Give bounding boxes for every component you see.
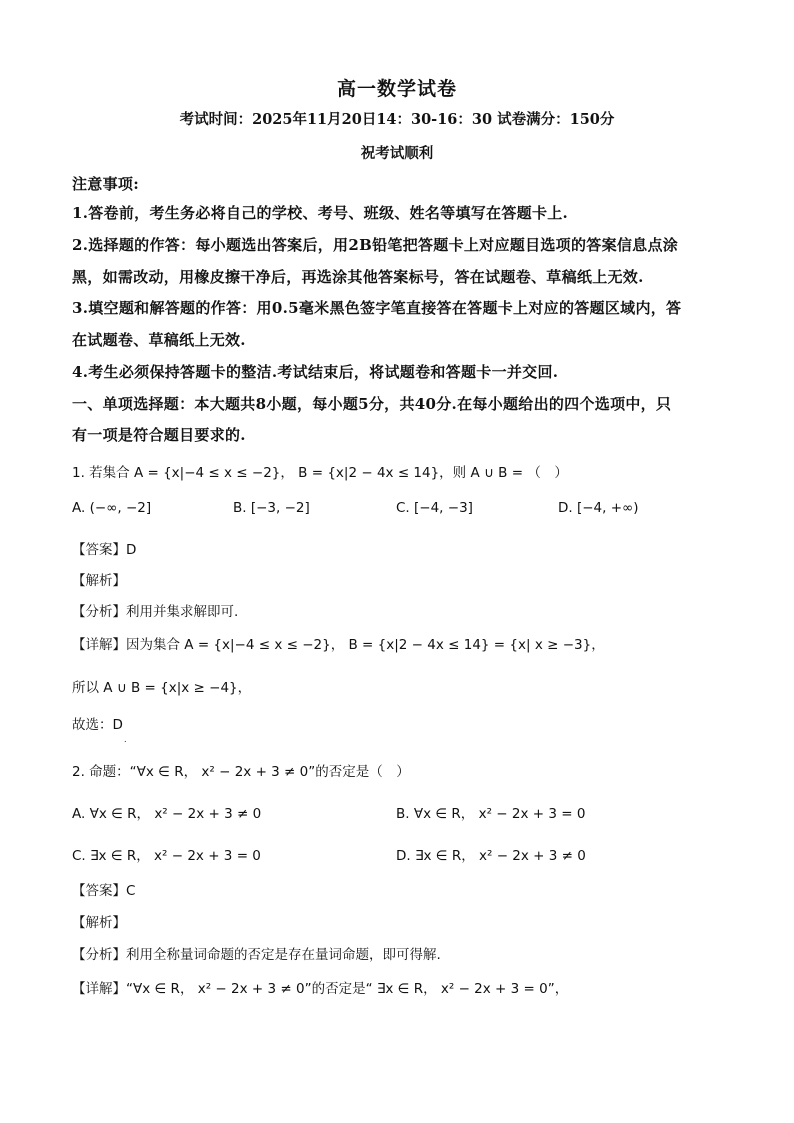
note-2-line-1: 2.选择题的作答：每小题选出答案后，用2B铅笔把答题卡上对应题目选项的答案信息点涂	[72, 236, 679, 254]
section-heading-line-1: 一、单项选择题：本大题共8小题，每小题5分，共40分.在每小题给出的四个选项中，只	[72, 395, 672, 413]
note-3-line-2: 在试题卷、草稿纸上无效.	[72, 331, 246, 349]
stray-dot: .	[124, 735, 127, 744]
question-1-conclusion: 所以 A ∪ B = {x|x ≥ −4}，	[72, 680, 252, 696]
question-2-fenxi: 【分析】利用全称量词命题的否定是存在量词命题，即可得解.	[72, 947, 441, 963]
note-2-line-2: 黑，如需改动，用橡皮擦干净后，再选涂其他答案标号，答在试题卷、草稿纸上无效.	[72, 268, 644, 286]
section-heading-line-2: 有一项是符合题目要求的.	[72, 426, 246, 444]
exam-time-info: 考试时间：2025年11月20日14：30-16：30 试卷满分：150分	[179, 111, 615, 128]
question-1-fenxi: 【分析】利用并集求解即可.	[72, 604, 239, 620]
question-1-option-b: B. [−3, −2]	[233, 500, 310, 516]
question-1-option-c: C. [−4, −3]	[396, 500, 473, 516]
page-title: 高一数学试卷	[336, 78, 457, 100]
question-2-option-a: A. ∀x ∈ R， x² − 2x + 3 ≠ 0	[72, 806, 262, 822]
question-1-option-d: D. [−4, +∞)	[558, 500, 639, 516]
note-4: 4.考生必须保持答题卡的整洁.考试结束后，将试题卷和答题卡一并交回.	[72, 363, 559, 381]
question-2-option-b: B. ∀x ∈ R， x² − 2x + 3 = 0	[396, 806, 586, 822]
question-2-stem: 2. 命题：“∀x ∈ R， x² − 2x + 3 ≠ 0”的否定是（ ）	[72, 764, 410, 780]
question-2-option-c: C. ∃x ∈ R， x² − 2x + 3 = 0	[72, 848, 261, 864]
good-luck-line: 祝考试顺利	[360, 145, 434, 162]
notes-heading: 注意事项:	[72, 175, 140, 193]
question-1-answer: 【答案】D	[72, 542, 137, 558]
question-2-option-d: D. ∃x ∈ R， x² − 2x + 3 ≠ 0	[396, 848, 586, 864]
question-2-analysis-label: 【解析】	[72, 915, 126, 931]
question-2-answer: 【答案】C	[72, 883, 136, 899]
question-1-analysis-label: 【解析】	[72, 573, 126, 589]
note-3-line-1: 3.填空题和解答题的作答：用0.5毫米黑色签字笔直接答在答题卡上对应的答题区域内，答	[72, 299, 682, 317]
question-1-stem: 1. 若集合 A = {x|−4 ≤ x ≤ −2}， B = {x|2 − 4x ≤ 14}，则 A ∪ B = （ ）	[72, 465, 568, 481]
question-1-detail: 【详解】因为集合 A = {x|−4 ≤ x ≤ −2}， B = {x|2 − 4x ≤ 14} = {x| x ≥ −3}，	[72, 637, 605, 653]
question-2-detail: 【详解】“∀x ∈ R， x² − 2x + 3 ≠ 0”的否定是“ ∃x ∈ R， x² − 2x + 3 = 0”，	[72, 981, 569, 997]
note-1: 1.答卷前，考生务必将自己的学校、考号、班级、姓名等填写在答题卡上.	[72, 204, 569, 222]
question-1-choice: 故选：D	[72, 717, 123, 733]
question-1-option-a: A. (−∞, −2]	[72, 500, 152, 516]
